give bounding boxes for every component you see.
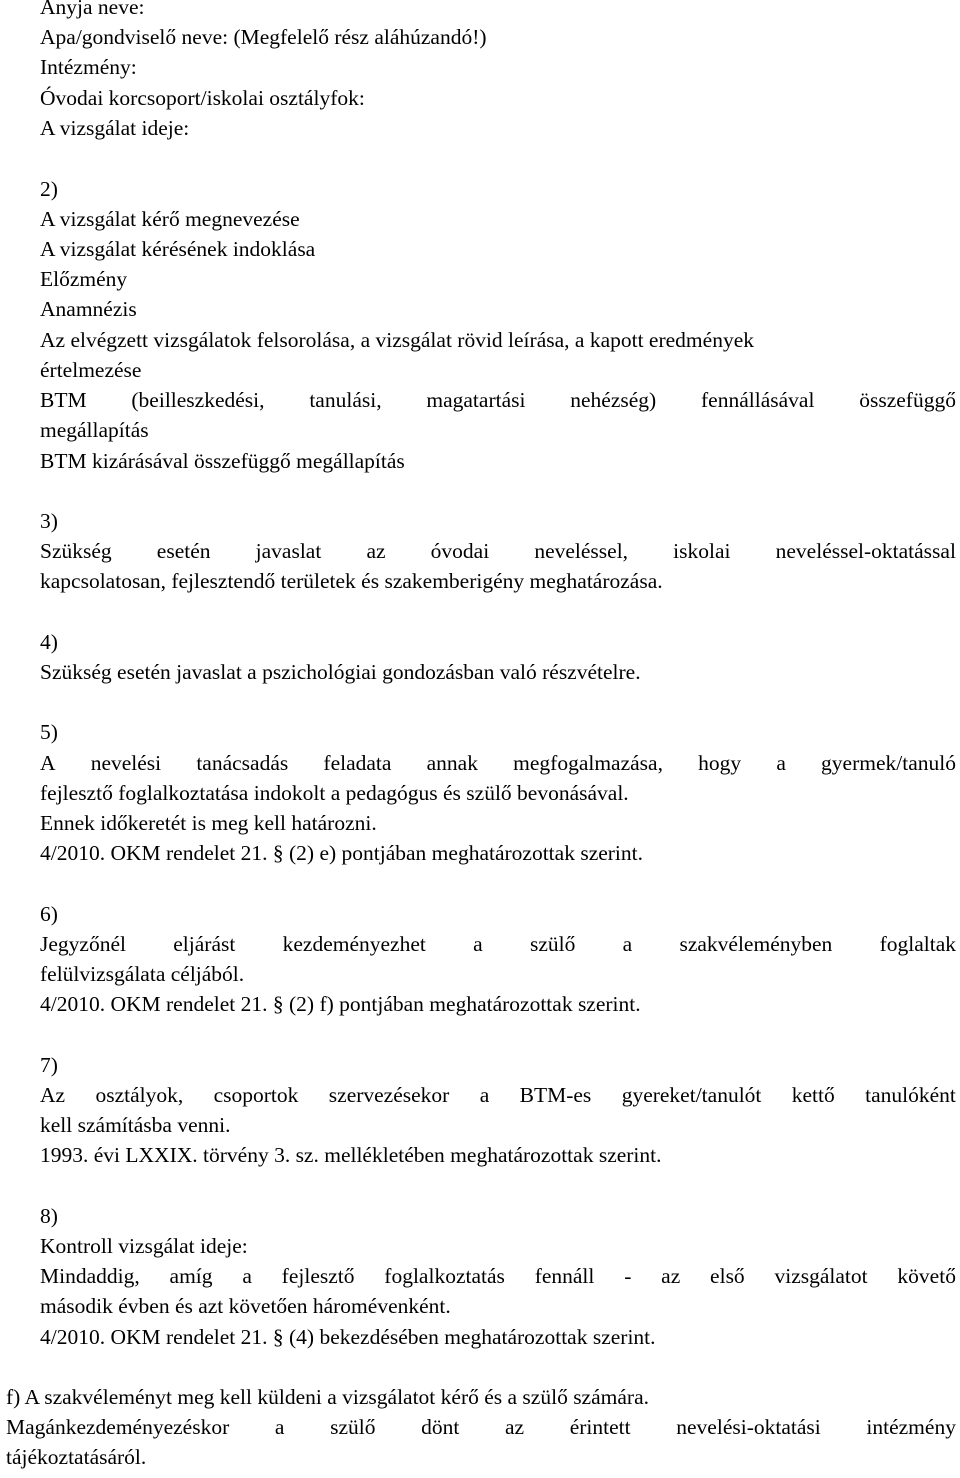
section-8-line-3: második évben és azt követően háromévenként. [40,1294,451,1318]
word: érintett [569,1415,631,1439]
performed-tests-line-2: értelmezése [40,358,142,382]
section-3-line-2: kapcsolatosan, fejlesztendő területek és szakemberigény meghatározása. [40,569,663,593]
word: kezdeményezhet [282,932,426,956]
history-item: Előzmény [40,267,128,291]
section-6-number: 6) [40,902,58,926]
section-5-line-1 [40,748,956,778]
section-6-line-2: felülvizsgálata céljából. [40,962,245,986]
word: az [366,539,386,563]
word: a [274,1415,285,1439]
word: nehézség) [570,388,657,412]
section-3-line-1 [40,536,956,566]
word: az [505,1415,525,1439]
word: Mindaddig, [40,1264,140,1288]
word: (beilleszkedési, [131,388,265,412]
section-5-legal-reference: 4/2010. OKM rendelet 21. § (2) e) pontjában meghatározottak szerint. [40,841,644,865]
word: óvodai [430,539,490,563]
word: Szükség [40,539,112,563]
word: nevelési [90,751,162,775]
word: összefüggő [859,388,956,412]
section-6-legal-reference: 4/2010. OKM rendelet 21. § (2) f) pontjában meghatározottak szerint. [40,992,641,1016]
word: neveléssel-oktatással [775,539,956,563]
word: a [473,932,483,956]
group-class-label: Óvodai korcsoport/iskolai osztályfok: [40,86,365,110]
btm-exists-line-1 [40,385,956,415]
word: az [661,1264,681,1288]
word: magatartási [426,388,526,412]
section-5-number: 5) [40,720,58,744]
section-4-line-1: Szükség esetén javaslat a pszichológiai gondozásban való részvételre. [40,660,641,684]
word: dönt [421,1415,460,1439]
word: megfogalmazása, [513,751,663,775]
section-7-line-2: kell számításba venni. [40,1113,231,1137]
word: szülő [330,1415,376,1439]
private-initiative-line-1 [6,1412,956,1442]
word: A [40,751,56,775]
word: feladata [323,751,392,775]
word: eljárást [173,932,236,956]
section-3-number: 3) [40,509,58,533]
word: osztályok, [95,1083,184,1107]
word: a [776,751,786,775]
word: BTM-es [519,1083,592,1107]
section-6-line-1 [40,929,956,959]
section-8-number: 8) [40,1204,58,1228]
word: tanulási, [309,388,382,412]
word: javaslat [255,539,322,563]
section-8-legal-reference: 4/2010. OKM rendelet 21. § (4) bekezdésében meghatározottak szerint. [40,1325,656,1349]
word: szülő [529,932,576,956]
word: a [242,1264,252,1288]
section-7-legal-reference: 1993. évi LXXIX. törvény 3. sz. mellékletében meghatározottak szerint. [40,1143,662,1167]
word: BTM [40,388,87,412]
btm-excluded-line: BTM kizárásával összefüggő megállapítás [40,449,405,473]
mother-name-label: Anyja neve: [40,0,145,19]
word: Magánkezdeményezéskor [6,1415,230,1439]
word: a [479,1083,490,1107]
word: intézmény [866,1415,956,1439]
word: annak [426,751,478,775]
word: fejlesztő [281,1264,355,1288]
word: gyermek/tanuló [821,751,956,775]
section-8-line-2 [40,1261,956,1291]
word: követő [897,1264,956,1288]
control-exam-date-label: Kontroll vizsgálat ideje: [40,1234,248,1258]
section-7-number: 7) [40,1053,58,1077]
section-4-number: 4) [40,630,58,654]
performed-tests-line-1: Az elvégzett vizsgálatok felsorolása, a vizsgálat rövid leírása, a kapott eredmények [40,328,754,352]
word: szakvéleményben [679,932,833,956]
institution-label: Intézmény: [40,55,137,79]
word: Jegyzőnél [40,932,126,956]
word: nevelési-oktatási [676,1415,821,1439]
private-initiative-line-2: tájékoztatásáról. [6,1445,147,1469]
word: fennáll [534,1264,595,1288]
word: vizsgálatot [774,1264,868,1288]
exam-date-label: A vizsgálat ideje: [40,116,190,140]
section-7-line-1 [40,1080,956,1110]
requester-name-item: A vizsgálat kérő megnevezése [40,207,300,231]
word: első [710,1264,745,1288]
section-5-line-3: Ennek időkeretét is meg kell határozni. [40,811,377,835]
word: Az [40,1083,66,1107]
word: hogy [698,751,742,775]
word: a [622,932,633,956]
word: gyereket/tanulót [621,1083,762,1107]
btm-exists-line-2: megállapítás [40,418,149,442]
word: fennállásával [701,388,815,412]
word: kettő [791,1083,835,1107]
request-reason-item: A vizsgálat kérésének indoklása [40,237,316,261]
word: tanulóként [865,1083,956,1107]
word: tanácsadás [196,751,289,775]
word: iskolai [673,539,731,563]
anamnesis-item: Anamnézis [40,297,137,321]
word: foglalkoztatás [384,1264,505,1288]
section-2-number: 2) [40,177,58,201]
word: csoportok [213,1083,299,1107]
section-5-line-2: fejlesztő foglalkoztatása indokolt a pedagógus és szülő bevonásával. [40,781,629,805]
word: - [624,1264,632,1288]
word: szervezésekor [328,1083,450,1107]
word: neveléssel, [534,539,629,563]
word: amíg [169,1264,213,1288]
guardian-name-label: Apa/gondviselő neve: (Megfelelő rész aláhúzandó!) [40,25,487,49]
send-report-line: f) A szakvéleményt meg kell küldeni a vizsgálatot kérő és a szülő számára. [6,1385,649,1409]
word: foglaltak [879,932,956,956]
word: esetén [156,539,211,563]
